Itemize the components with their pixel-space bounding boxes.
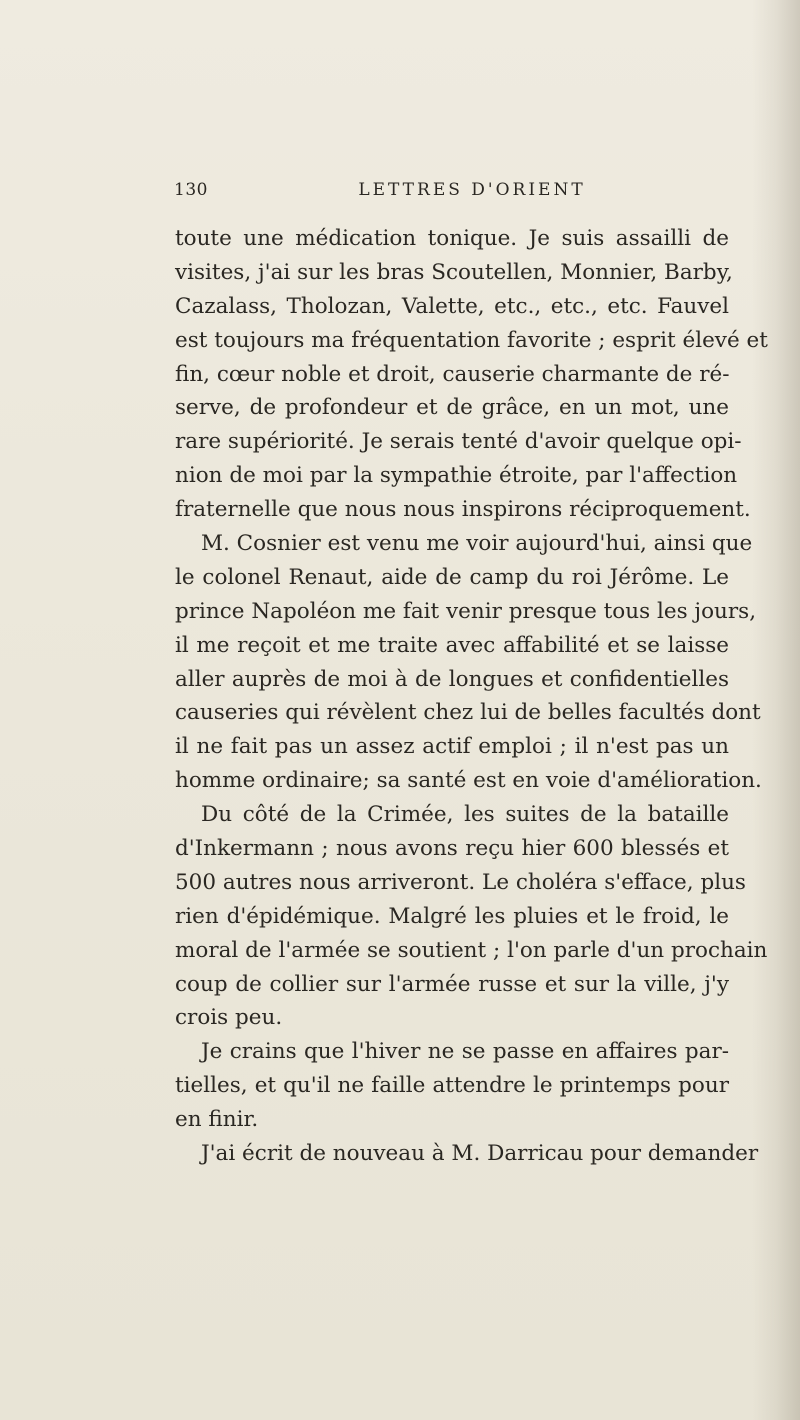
text-line: il ne fait pas un assez actif emploi ; il n'est pas un — [175, 734, 729, 760]
text-line: fin, cœur noble et droit, causerie charmante de ré- — [175, 361, 730, 387]
text-line: en finir. — [175, 1107, 259, 1133]
text-line: Du côté de la Crimée, les suites de la bataille — [201, 802, 729, 828]
paragraph — [175, 1035, 729, 1137]
text-line: Cazalass, Tholozan, Valette, etc., etc., etc. Fauvel — [175, 293, 729, 319]
running-title: LETTRES D'ORIENT — [358, 180, 586, 200]
text-line: serve, de profondeur et de grâce, en un mot, une — [175, 395, 729, 421]
paragraph — [175, 222, 768, 527]
text-line: le colonel Renaut, aide de camp du roi Jérôme. Le — [175, 564, 729, 590]
text-line: M. Cosnier est venu me voir aujourd'hui, ainsi que — [201, 531, 753, 557]
text-line: il me reçoit et me traite avec affabilité et se laisse — [175, 632, 729, 658]
text-line: moral de l'armée se soutient ; l'on parle d'un prochain — [175, 937, 768, 963]
page-number: 130 — [174, 180, 208, 200]
text-line: nion de moi par la sympathie étroite, par l'affection — [175, 463, 738, 489]
text-line: crois peu. — [175, 1005, 283, 1031]
text-line: visites, j'ai sur les bras Scoutellen, Monnier, Barby, — [175, 259, 733, 285]
text-line: d'Inkermann ; nous avons reçu hier 600 blessés et — [175, 836, 729, 862]
text-line: homme ordinaire; sa santé est en voie d'amélioration. — [175, 768, 762, 794]
paragraph — [175, 798, 768, 1035]
paragraph — [175, 527, 762, 798]
text-line: Je crains que l'hiver ne se passe en affaires par- — [201, 1039, 729, 1065]
text-line: coup de collier sur l'armée russe et sur la ville, j'y — [175, 971, 729, 997]
text-line: toute une médication tonique. Je suis assailli de — [175, 226, 729, 251]
text-line: fraternelle que nous nous inspirons réciproquement. — [175, 497, 751, 523]
text-line: tielles, et qu'il ne faille attendre le printemps pour — [175, 1073, 729, 1099]
body-text — [175, 222, 768, 1171]
text-line: J'ai écrit de nouveau à M. Darricau pour demander — [201, 1141, 759, 1167]
running-head — [174, 180, 730, 208]
text-line: causeries qui révèlent chez lui de belles facultés dont — [175, 700, 761, 726]
text-line: aller auprès de moi à de longues et confidentielles — [175, 666, 729, 692]
text-line: rare supériorité. Je serais tenté d'avoir quelque opi- — [175, 429, 742, 455]
paragraph — [175, 1137, 759, 1171]
text-line: rien d'épidémique. Malgré les pluies et le froid, le — [175, 903, 729, 929]
text-line: prince Napoléon me fait venir presque tous les jours, — [175, 598, 757, 624]
text-line: 500 autres nous arriveront. Le choléra s'efface, plus — [175, 869, 746, 895]
text-line: est toujours ma fréquentation favorite ; esprit élevé et — [175, 327, 768, 353]
